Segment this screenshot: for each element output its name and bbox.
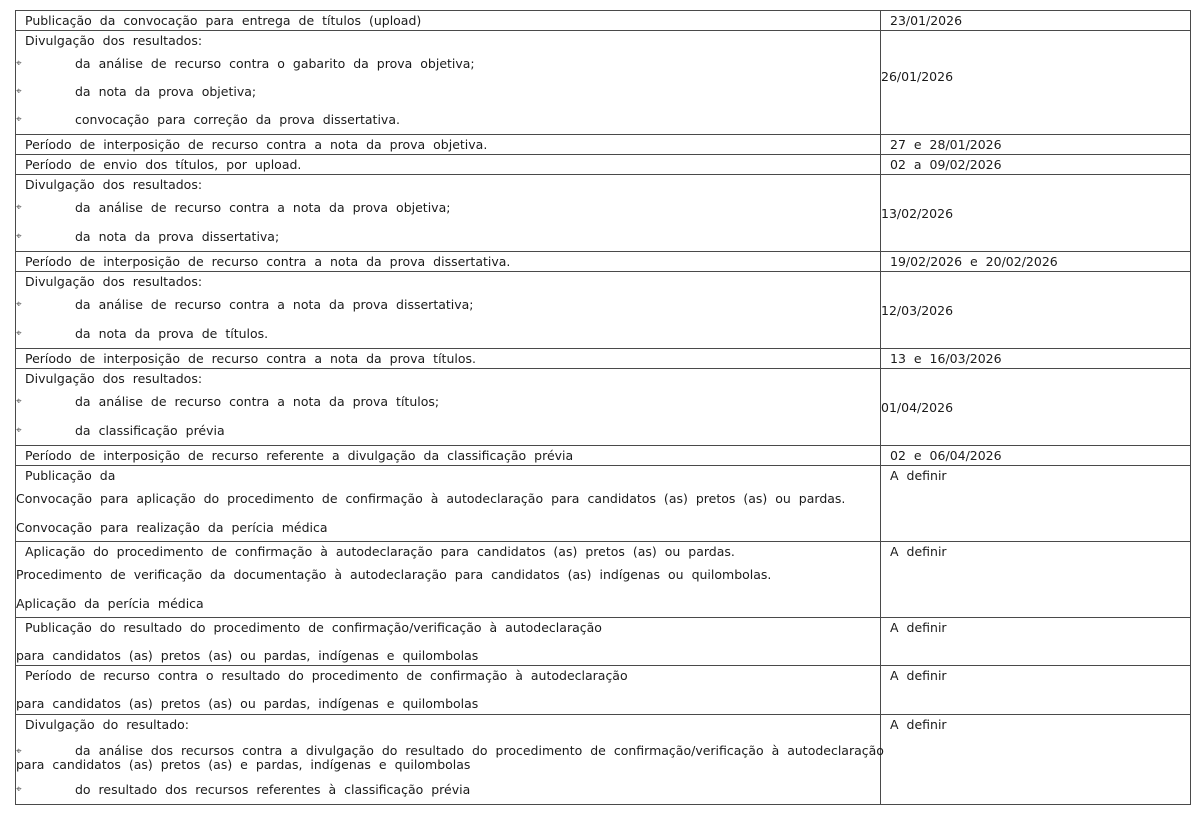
date-value: 27 e 28/01/2026 [890,137,1002,152]
bullet-icon: ⌖ [16,424,22,436]
schedule-table [15,10,1191,805]
table-row [16,175,1191,252]
list-item: ⌖ da classificação prévia [16,422,225,438]
table-row [16,618,1191,666]
table-row [16,272,1191,349]
activity-heading: Divulgação dos resultados: [25,177,203,192]
bullet-icon: ⌖ [16,327,22,339]
date-value: 13 e 16/03/2026 [890,351,1002,366]
list-item: ⌖ da análise de recurso contra a nota da prova dissertativa; [16,291,880,319]
list-item: ⌖ da análise de recurso contra a nota da prova títulos; [16,388,880,416]
date-value: 01/04/2026 [881,399,954,415]
activity-text: Período de envio dos títulos, por upload. [25,157,302,172]
list-item: ⌖ da nota da prova de títulos. [16,325,269,341]
date-value: 13/02/2026 [881,205,954,221]
activity-heading: Divulgação dos resultados: [25,33,203,48]
table-row [16,446,1191,466]
table-row [16,466,1191,542]
bullet-icon: ⌖ [16,299,22,310]
date-value: 23/01/2026 [890,13,963,28]
date-value: 02 e 06/04/2026 [890,448,1002,463]
list-item: ⌖ da análise de recurso contra o gabarito da prova objetiva; [16,50,880,78]
activity-heading: Aplicação do procedimento de confirmação à autodeclaração para candidatos (as) pretos (as) ou pardas. [25,544,735,559]
date-value: A definir [890,668,947,683]
list-item: ⌖ convocação para correção da prova dissertativa. [16,112,400,127]
activity-text: Aplicação da perícia médica [16,595,204,611]
table-row [16,715,1191,805]
list-item: ⌖ da análise de recurso contra a nota da prova objetiva; [16,194,880,222]
bullet-icon: ⌖ [16,784,22,795]
activity-text: Convocação para aplicação do procedimento de confirmação à autodeclaração para candidatos (as) pretos (as) ou pardas. [16,491,846,506]
table-row [16,155,1191,175]
bullet-icon: ⌖ [16,746,22,757]
bullet-icon: ⌖ [16,58,22,69]
table-row [16,542,1191,618]
list-item: ⌖ da nota da prova objetiva; [16,78,880,106]
date-value: A definir [890,717,947,732]
list-item: ⌖ da análise dos recursos contra a divulgação do resultado do procedimento de confirmação/verificação à autodeclaração para candidatos (as) pretos (as) e pardas, indígenas e quilombolas [16,743,884,772]
table-row [16,252,1191,272]
bullet-icon: ⌖ [16,114,22,125]
table-row [16,369,1191,446]
list-item: ⌖ do resultado dos recursos referentes à classificação prévia [16,782,471,797]
date-value: A definir [890,544,947,559]
activity-text: Procedimento de verificação da documentação à autodeclaração para candidatos (as) indígenas ou quilombolas. [16,567,772,582]
activity-text: Período de interposição de recurso contra a nota da prova objetiva. [25,137,488,152]
activity-text: para candidatos (as) pretos (as) ou pardas, indígenas e quilombolas [16,648,479,663]
activity-heading: Divulgação do resultado: [25,717,190,732]
activity-heading: Período de recurso contra o resultado do procedimento de confirmação à autodeclaração [25,668,628,683]
table-row [16,135,1191,155]
activity-heading: Publicação do resultado do procedimento de confirmação/verificação à autodeclaração [25,620,602,635]
activity-heading: Publicação da [25,468,116,483]
list-item: ⌖ da nota da prova dissertativa; [16,228,280,244]
table-row [16,11,1191,31]
bullet-icon: ⌖ [16,230,22,242]
activity-text: Período de interposição de recurso contra a nota da prova dissertativa. [25,254,511,269]
bullet-icon: ⌖ [16,396,22,407]
activity-text: Período de interposição de recurso contra a nota da prova títulos. [25,351,476,366]
date-value: 12/03/2026 [881,302,954,318]
date-value: A definir [890,468,947,483]
bullet-icon: ⌖ [16,85,22,97]
date-value: 02 a 09/02/2026 [890,157,1002,172]
date-value: A definir [890,620,947,635]
activity-text: Período de interposição de recurso referente a divulgação da classificação prévia [25,448,574,463]
bullet-icon: ⌖ [16,202,22,213]
table-row [16,666,1191,715]
activity-text: para candidatos (as) pretos (as) ou pardas, indígenas e quilombolas [16,696,479,711]
table-row [16,31,1191,135]
date-value: 19/02/2026 e 20/02/2026 [890,254,1058,269]
activity-text: Publicação da convocação para entrega de títulos (upload) [25,13,422,28]
activity-heading: Divulgação dos resultados: [25,371,203,386]
activity-text: Convocação para realização da perícia médica [16,519,328,535]
table-row [16,349,1191,369]
date-value: 26/01/2026 [881,69,954,84]
activity-heading: Divulgação dos resultados: [25,274,203,289]
